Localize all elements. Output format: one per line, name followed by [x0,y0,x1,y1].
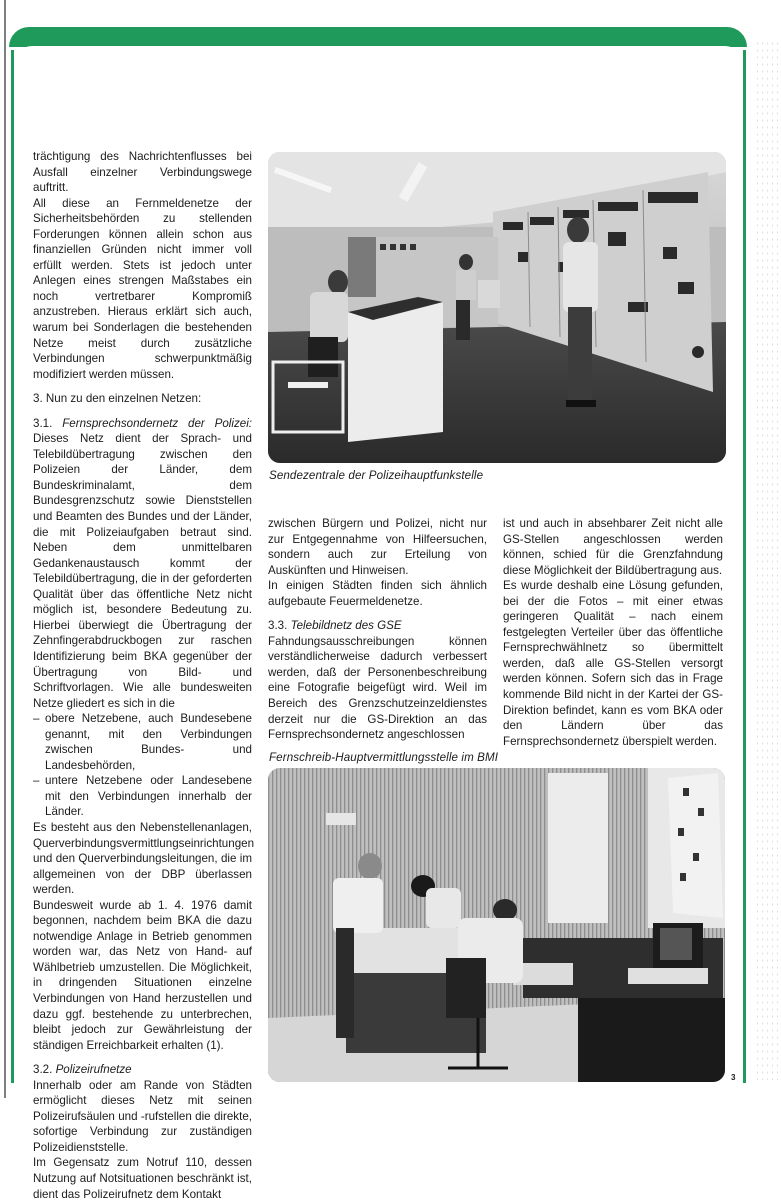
middle-column [268,516,487,743]
paragraph: ist und auch in absehbarer Zeit nicht alle GS-Stellen angeschlossen werden können, schied für die Grenzfahndung diese Möglichkeit der Bildübertragung aus. [503,517,723,577]
frame-inner-cutout [14,46,743,66]
section-3-3-heading [268,618,487,634]
list-item [33,773,252,820]
binding-edge [4,0,6,1098]
paragraph: Bundesweit wurde ab 1. 4. 1976 damit begonnen, nachdem beim BKA die dazu notwendige Anlage in Betrieb genommen worden war, das Netz von Hand- auf Wählbetrieb umzustellen. Die Möglichkeit, in dringenden Situationen einzelne Verbindungen von Hand herzustellen und dazu ggf. bestehende zu unterbrechen, bleibt jedoch zur Gewährleistung der ständigen Erreichbarkeit erhalten (1). [33,898,252,1052]
paragraph: zwischen Bürgern und Polizei, nicht nur zur Entgegennahme von Hilfeersuchen, sondern auch zur Erteilung von Auskünften und Hinweisen. [268,517,487,577]
paragraph: In einigen Städten finden sich ähnlich aufgebaute Feuermeldenetze. [268,579,487,608]
dash-bullet: – [33,774,40,788]
page-number: 3 [731,1073,736,1082]
paragraph: Innerhalb oder am Rande von Städten ermöglicht dieses Netz mit seinen Polizeirufsäulen und -rufstellen die direkte, sofortige Verbindung zur zuständigen Polizeidienststelle. [33,1078,252,1154]
section-title: Telebildnetz des GSE [290,619,402,633]
list-item-text: obere Netzebene, auch Bundesebene genannt, mit den Verbindungen zwischen Bundes- und Landesbehörden, [45,712,252,772]
paragraph: All diese an Fernmeldenetze der Sicherheitsbehörden zu stellenden Forderungen können allein schon aus finanziellen Gründen nicht immer voll erfüllt werden. Stets ist jedoch unter Anlegen eines strengen Maßstabes ein noch vertretbarer Kompromiß anzustreben. Hieraus erklärt sich auch, warum bei Sonderlagen die bestehenden Netze meist durch zusätzliche Verbindungen schwerpunktmäßig modifiziert werden müssen. [33,196,252,381]
photo-control-room-image [268,152,726,463]
paragraph: Es wurde deshalb eine Lösung gefunden, bei der die Fotos – mit einer etwas geringeren Qualität – nach einem festgelegten Verteiler über das öffentliche Fernsprechwählnetz so übermittelt werden, daß alle GS-Stellen versorgt werden können. Sofern sich das in Frage kommende Bild nicht in der Kartei der GS-Direktion befindet, kann es vom BKA oder den Ländern über das Fernsprechsondernetz überspielt werden. [503,579,723,748]
section-title: Fernsprechsondernetz der Polizei: [62,416,252,430]
list-item-text: untere Netzebene oder Landesebene mit den Verbindungen innerhalb der Länder. [45,774,252,819]
section-3-1 [33,416,252,711]
section-number: 3.3. [268,619,288,633]
green-frame-top [9,27,747,47]
list-item [33,711,252,773]
section-number: 3.2. [33,1063,53,1077]
paragraph: Im Gegensatz zum Notruf 110, dessen Nutzung auf Notsituationen beschränkt ist, dient das Polizeirufnetz dem Kontakt [33,1156,252,1201]
right-column [503,516,723,749]
paragraph: Fahndungsausschreibungen können verständlicherweise dadurch verbessert werden, daß der Personenbeschreibung eine Fotografie beigefügt wird. Weil im Bereich des Grenzschutzeinzeldienstes derzeit nur die GS-Direktion an das Fernsprechsondernetz angeschlossen [268,634,487,742]
photo-caption: Sendezentrale der Polizeihauptfunkstelle [269,469,484,482]
green-frame-left [11,50,14,1083]
left-column [33,149,255,1202]
dash-bullet: – [33,712,40,726]
green-frame-right [743,50,746,1083]
scan-speckle [755,40,779,1080]
section-title: Polizeirufnetze [55,1063,132,1077]
photo-telex-room-image [268,768,725,1082]
photo-control-room [268,152,726,463]
section-body: Dieses Netz dient der Sprach- und Telebildübertragung zwischen den Polizeien der Länder, dem Bundeskriminalamt, dem Bundesgrenzschutz sowie Dienststellen und Beamten des Bundes und der Länder, die mit Polizeiaufgaben betraut sind. Neben dem unmittelbaren Gedankenaustausch kommt der Telebildübertragung, die in der geforderten Qualität über das öffentliche Netz nicht möglich ist, besondere Bedeutung zu. Hierbei überwiegt die Übertragung der Zehnfingerabdruckbogen zur raschen Identifizierung beim BKA gegenüber der Übertragung von Bild- und Schriftvorlagen. Wie alle bundesweiten Netze gliedert es sich in die [33,432,252,710]
photo-telex-room [268,768,725,1082]
section-number: 3.1. [33,416,53,430]
photo-caption: Fernschreib-Hauptvermittlungsstelle im BMI [269,751,499,764]
section-heading: 3. Nun zu den einzelnen Netzen: [33,392,202,406]
section-3-2-heading [33,1062,252,1078]
paragraph: Es besteht aus den Nebenstellenanlagen, Querverbindungsvermittlungseinrichtungen und den Querverbindungsleitungen, die im allgemeinen von der DBP überlassen werden. [33,820,255,897]
paragraph: trächtigung des Nachrichtenflusses bei Ausfall einzelner Verbindungswege auftritt. [33,150,252,195]
